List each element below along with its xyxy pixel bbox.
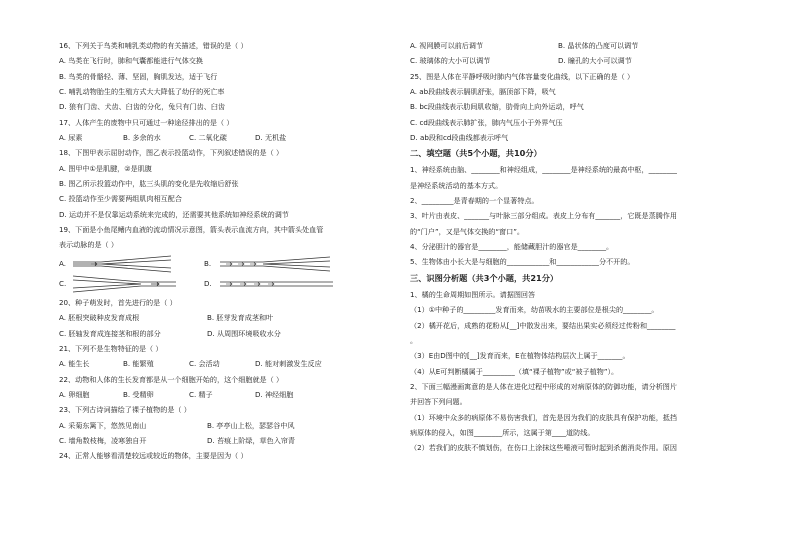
q19-label-a: A.: [59, 258, 66, 268]
q19-label-d: D.: [204, 278, 212, 288]
section-fill-in-heading: 二、填空题（共5个小题，共10分）: [410, 148, 542, 159]
q22-option-c: C. 精子: [189, 389, 213, 399]
q18-option-a: A. 图甲中①是肌腱，②是肌腹: [59, 163, 152, 173]
fill-q1-line1: 1、神经系统由脑、________和神经组成，________是神经系统的最高中枢，________: [410, 165, 677, 175]
fill-q5: 5、生物体由小长大是与细胞的____________和____________分不开的。: [410, 257, 635, 267]
left-column: [59, 38, 394, 464]
analysis-q2-stem-line2: 并回答下列问题。: [410, 397, 467, 407]
q19-label-b: B.: [204, 258, 212, 268]
q24-option-b: B. 晶状体的凸度可以调节: [558, 41, 639, 50]
q20-option-d: D. 从周围环境吸收水分: [207, 328, 281, 338]
q17-option-d: D. 无机盐: [255, 133, 287, 143]
q17-options: [59, 130, 394, 145]
q25-option-b: B. bc段曲线表示肋间肌收缩，肋骨向上向外运动，呼气: [410, 102, 584, 112]
q16-stem: 16、下列关于鸟类和哺乳类动物的有关描述，错误的是（ ）: [59, 41, 248, 50]
q16-option-b: B. 鸟类的骨骼轻、薄、坚固，胸肌发达，适于飞行: [59, 71, 218, 81]
q20-stem: 20、种子萌发时，首先进行的是（ ）: [59, 297, 177, 307]
q20-option-c: C. 胚轴发育成连接茎和根的部分: [59, 328, 161, 338]
q24-stem: 24、正常人能够看清楚较远或较近的物体，主要是因为（ ）: [59, 451, 248, 461]
right-column: [410, 38, 755, 456]
vessel-diagram-icon: [218, 275, 338, 293]
q23-options-row1: [59, 418, 394, 433]
q20-options-row2: [59, 326, 394, 341]
q18-option-b: B. 图乙所示投篮动作中，肱三头肌的变化是先收缩后舒张: [59, 179, 239, 189]
q25-option-d: D. ab段和cd段曲线都表示呼气: [410, 133, 509, 143]
q17-option-a: A. 尿素: [59, 133, 83, 143]
q22-options: [59, 387, 394, 402]
q18-stem: 18、下图甲表示屈肘动作，图乙表示投篮动作，下列叙述错误的是（ ）: [59, 148, 284, 158]
q24-option-c: C. 玻璃体的大小可以调节: [410, 56, 491, 66]
q24-options-row1: [410, 38, 755, 53]
q23-option-c: C. 墙角数枝梅，凌寒独自开: [59, 435, 147, 445]
analysis-q1-part2: （2）橘开花后，成熟的花粉从[__]中散发出来，要结出果实必须经过传粉和________: [410, 320, 676, 330]
q17-option-b: B. 多余的水: [123, 133, 161, 143]
q24-option-a: A. 视网膜可以前后调节: [410, 41, 484, 50]
fill-q1-line2: 是神经系统活动的基本方式。: [410, 180, 503, 190]
q16-option-a: A. 鸟类在飞行时，肺和气囊都能进行气体交换: [59, 56, 204, 66]
analysis-q1-stem: 1、橘的生命周期如图所示。请据图回答: [410, 289, 536, 299]
vessel-diagram-icon: [218, 255, 338, 273]
q17-stem: 17、人体产生的废物中只可通过一种途径排出的是（ ）: [59, 117, 234, 127]
q19-figures: [59, 253, 394, 295]
q25-option-a: A. ab段曲线表示膈肌舒张，膈顶部下降，吸气: [410, 87, 556, 97]
q16-option-d: D. 狼有门齿、犬齿、臼齿的分化，兔只有门齿、臼齿: [59, 102, 226, 112]
q25-option-c: C. cd段曲线表示肺扩张，肺内气压小于外界气压: [410, 117, 563, 127]
q21-stem: 21、下列不是生物特征的是（ ）: [59, 343, 163, 353]
q21-option-d: D. 能对刺激发生反应: [255, 359, 322, 369]
q20-option-a: A. 胚根突破种皮发育成根: [59, 313, 140, 323]
analysis-q1-part2-cont: 。: [410, 335, 418, 345]
vessel-diagram-icon: [71, 255, 181, 273]
analysis-q1-part4: （4）从E可判断橘属于_________（填“裸子植物”或“被子植物”）。: [410, 366, 619, 376]
q22-option-a: A. 卵细胞: [59, 389, 90, 399]
q23-stem: 23、下列古诗词描绘了裸子植物的是（ ）: [59, 405, 191, 415]
q17-option-c: C. 二氧化碳: [189, 133, 227, 143]
vessel-diagram-icon: [71, 275, 181, 293]
q23-option-b: B. 亭亭山上松，瑟瑟谷中风: [207, 420, 295, 430]
analysis-q1-part1: （1）①中种子的_________发育而来，幼苗吸水的主要部位是根尖的________。: [410, 305, 659, 315]
q23-option-d: D. 苔痕上阶绿，草色入帘青: [207, 435, 296, 445]
fill-q4: 4、分泌胆汁的器官是________，能储藏胆汁的器官是________。: [410, 242, 614, 252]
q19-figure-b: [204, 255, 354, 273]
analysis-q2-part1-line2: 病原体的侵入，如图________所示，这属于第____道防线。: [410, 427, 595, 437]
q24-options-row2: [410, 53, 755, 68]
q19-figure-a: [59, 255, 199, 273]
section-figure-analysis-heading: 三、识图分析题（共3个小题，共21分）: [410, 272, 559, 283]
q18-option-c: C. 投篮动作至少需要两组肌肉相互配合: [59, 194, 182, 204]
q18-option-d: D. 运动并不是仅靠运动系统来完成的，还需要其他系统如神经系统的调节: [59, 209, 289, 219]
analysis-q2-part1-line1: （1）环境中众多的病原体不易伤害我们，首先是因为我们的皮肤具有保护功能，抵挡: [410, 412, 677, 422]
q22-option-b: B. 受精卵: [123, 389, 154, 399]
q21-option-a: A. 能生长: [59, 359, 90, 369]
q23-option-a: A. 采菊东篱下，悠然见南山: [59, 420, 147, 430]
analysis-q1-part3: （3）E由D图中的[__]发育而来，E在植物体结构层次上属于_______。: [410, 351, 630, 361]
q20-options-row1: [59, 310, 394, 325]
fill-q2: 2、_________是青春期的一个显著特点。: [410, 196, 539, 206]
q22-option-d: D. 神经细胞: [255, 389, 294, 399]
q16-option-c: C. 哺乳动物胎生的生殖方式大大降低了幼仔的死亡率: [59, 87, 225, 97]
fill-q3-line2: 的“门户”，又是气体交换的“窗口”。: [410, 226, 525, 236]
q19-stem-line1: 19、下面是小鱼尾鳍内血液的流动情况示意图，箭头表示血流方向，其中箭头处血管: [59, 225, 324, 235]
fill-q3-line1: 3、叶片由表皮、_______与叶脉三部分组成。表皮上分布有_______，它既是蒸腾作用: [410, 211, 677, 221]
q21-options: [59, 356, 394, 371]
q24-option-d: D. 瞳孔的大小可以调节: [558, 56, 632, 66]
q23-options-row2: [59, 433, 394, 448]
q19-stem-line2: 表示动脉的是（ ）: [59, 240, 119, 250]
q19-label-c: C.: [59, 278, 67, 288]
q19-figure-d: [204, 275, 354, 293]
analysis-q2-stem-line1: 2、下面三幅漫画寓意的是人体在进化过程中形成的对病原体的防御功能，请分析图片: [410, 381, 677, 391]
q21-option-c: C. 会活动: [189, 359, 220, 369]
analysis-q2-part2: （2）若我们的皮肤不慎划伤，在伤口上涂抹这些唾液可暂时起到杀菌消炎作用。原因: [410, 443, 677, 453]
q22-stem: 22、动物和人体的生长发育都是从一个细胞开始的，这个细胞就是（ ）: [59, 374, 284, 384]
q25-stem: 25、图是人体在平静呼吸时肺内气体容量变化曲线，以下正确的是（ ）: [410, 71, 635, 81]
q20-option-b: B. 胚芽发育成茎和叶: [207, 313, 274, 323]
q19-figure-c: [59, 275, 199, 293]
q21-option-b: B. 能繁殖: [123, 359, 154, 369]
